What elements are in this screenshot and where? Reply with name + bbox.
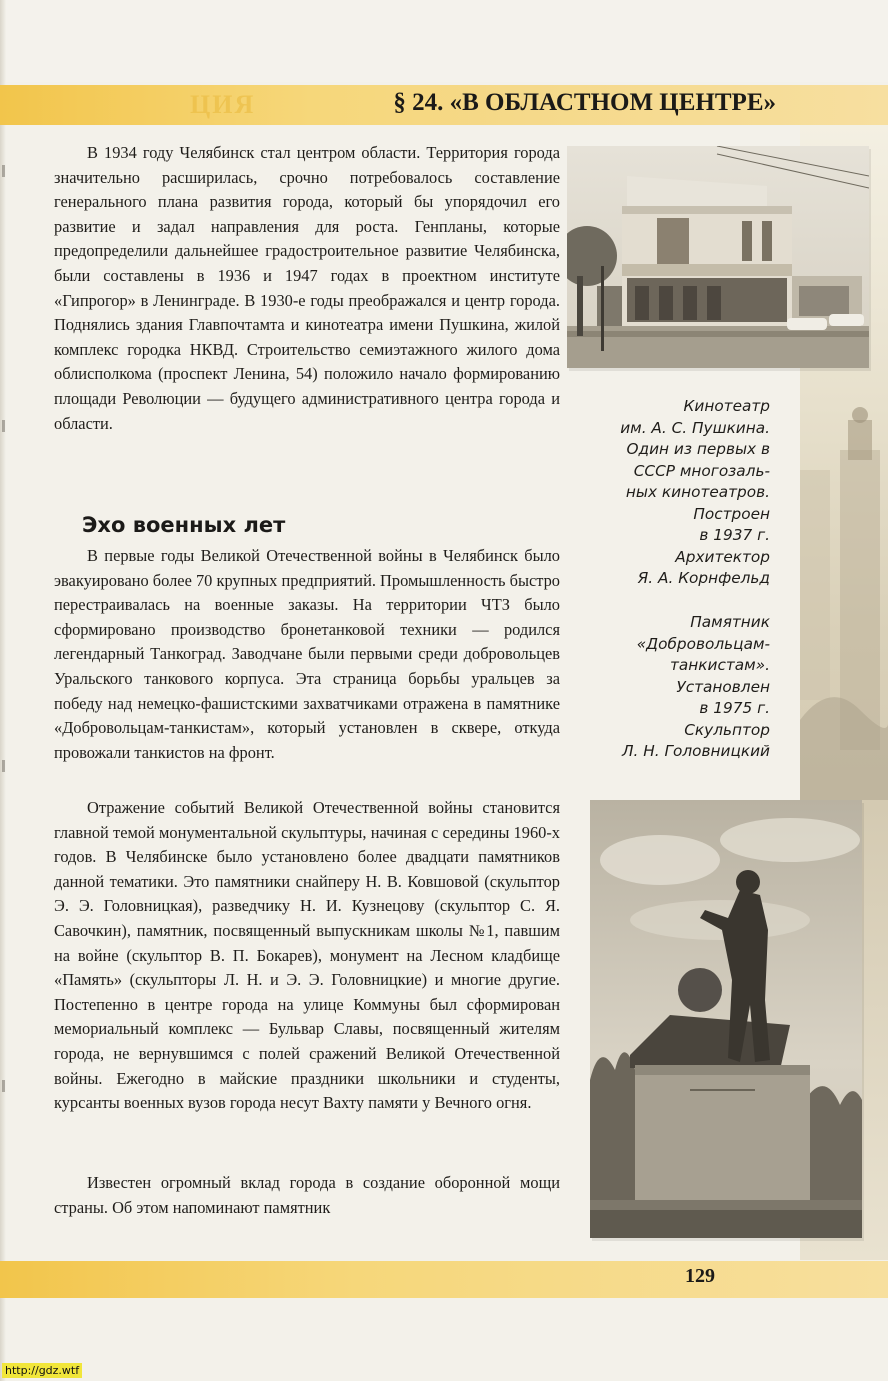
page-edge <box>0 0 6 1381</box>
paragraph-war-years: В первые годы Великой Отечественной войны в Челябинск было эвакуировано более 70 крупных предприятий. Промышленность быстро перестраивалась на военные заказы. На территории ЧТЗ было сформировано производство бронетанковой техники — родился легендарный Танкоград. Заводчане были первыми среди добровольцев Уральского танкового корпуса. Эта страница борьбы уральцев за победу над немецко-фашистскими захватчиками отражена в памятнике «Добровольцам-танкистам», который установлен в сквере, откуда провожали танкистов на фронт. <box>54 546 560 762</box>
caption-line: им. А. С. Пушкина. <box>620 418 770 437</box>
caption-line: в 1937 г. <box>699 526 770 544</box>
caption-line: в 1975 г. <box>699 699 770 717</box>
page-number: 129 <box>685 1265 715 1287</box>
paragraph-defense: Известен огромный вклад города в создание оборонной мощи страны. Об этом напоминают памятник <box>54 1173 560 1217</box>
header-faded-text: ЦИЯ <box>190 90 256 119</box>
caption-line: Один из первых в <box>626 440 770 458</box>
edge-mark <box>2 1080 5 1092</box>
monument-caption <box>560 612 770 763</box>
caption-line: ных кинотеатров. <box>625 483 770 501</box>
caption-line: Установлен <box>676 677 770 696</box>
watermark-url[interactable]: http://gdz.wtf <box>2 1363 82 1378</box>
edge-mark <box>2 165 5 177</box>
paragraph-monuments: Отражение событий Великой Отечественной войны становится главной темой монументальной скульптуры, начиная с середины 1960-х годов. В Челябинске было установлено более двадцати памятников данной тематики. Это памятники снайперу Н. В. Ковшовой (скульптор Э. Э. Головницкая), разведчику Н. И. Кузнецову (скульптор С. Я. Савочкин), памятник, посвященный выпускникам школы №1, павшим на войне (скульптор В. П. Бокарев), монумент на Лесном кладбище «Память» (скульпторы Л. Н. и Э. Э. Головницкие) и многие другие. Постепенно в центре города на улице Коммуны был сформирован мемориальный комплекс — Бульвар Славы, посвященный жителям города, не вернувшимся с полей сражений Великой Отечественной войны. Ежегодно в майские праздники школьники и студенты, курсанты военных вузов города несут Вахту памяти у Вечного огня. <box>54 798 560 1113</box>
caption-line: Построен <box>693 504 770 523</box>
page-top-margin <box>0 0 888 82</box>
caption-line: Я. А. Корнфельд <box>637 569 770 587</box>
caption-line: Памятник <box>690 613 770 631</box>
caption-line: Л. Н. Головницкий <box>622 742 770 760</box>
footer-bar <box>0 1261 888 1298</box>
caption-line: «Добровольцам- <box>636 634 770 653</box>
section-heading: Эхо военных лет <box>82 513 286 537</box>
monument-photo <box>590 800 862 1238</box>
section-title: § 24. «В ОБЛАСТНОМ ЦЕНТРЕ» <box>393 89 776 116</box>
caption-line: танкистам». <box>669 656 770 674</box>
monument-photo-image <box>590 800 862 1238</box>
cinema-caption <box>560 396 770 590</box>
paragraph-intro: В 1934 году Челябинск стал центром области. Территория города значительно расширилась, срочно потребовалось составление генерального плана развития города, который бы упорядочил его развитие и задал направления для роста. Генпланы, которые предопределили дальнейшее градостроительное развитие Челябинска, были составлены в 1936 и 1947 годах в проектном институте «Гипрогор» в Ленинграде. В 1930-е годы преображался и центр города. Поднялись здания Главпочтамта и кинотеатра имени Пушкина, жилой комплекс городка НКВД. Строительство семиэтажного жилого дома облисполкома (проспект Ленина, 54) положило начало формированию площади Революции — будущего административного центра города и области. <box>54 143 560 433</box>
caption-line: СССР многозаль- <box>633 461 770 480</box>
caption-line: Архитектор <box>675 547 770 566</box>
cinema-photo-image <box>567 146 869 368</box>
cinema-photo <box>567 146 869 368</box>
caption-line: Кинотеатр <box>683 397 770 415</box>
edge-mark <box>2 420 5 432</box>
caption-line: Скульптор <box>684 720 770 739</box>
edge-mark <box>2 760 5 772</box>
